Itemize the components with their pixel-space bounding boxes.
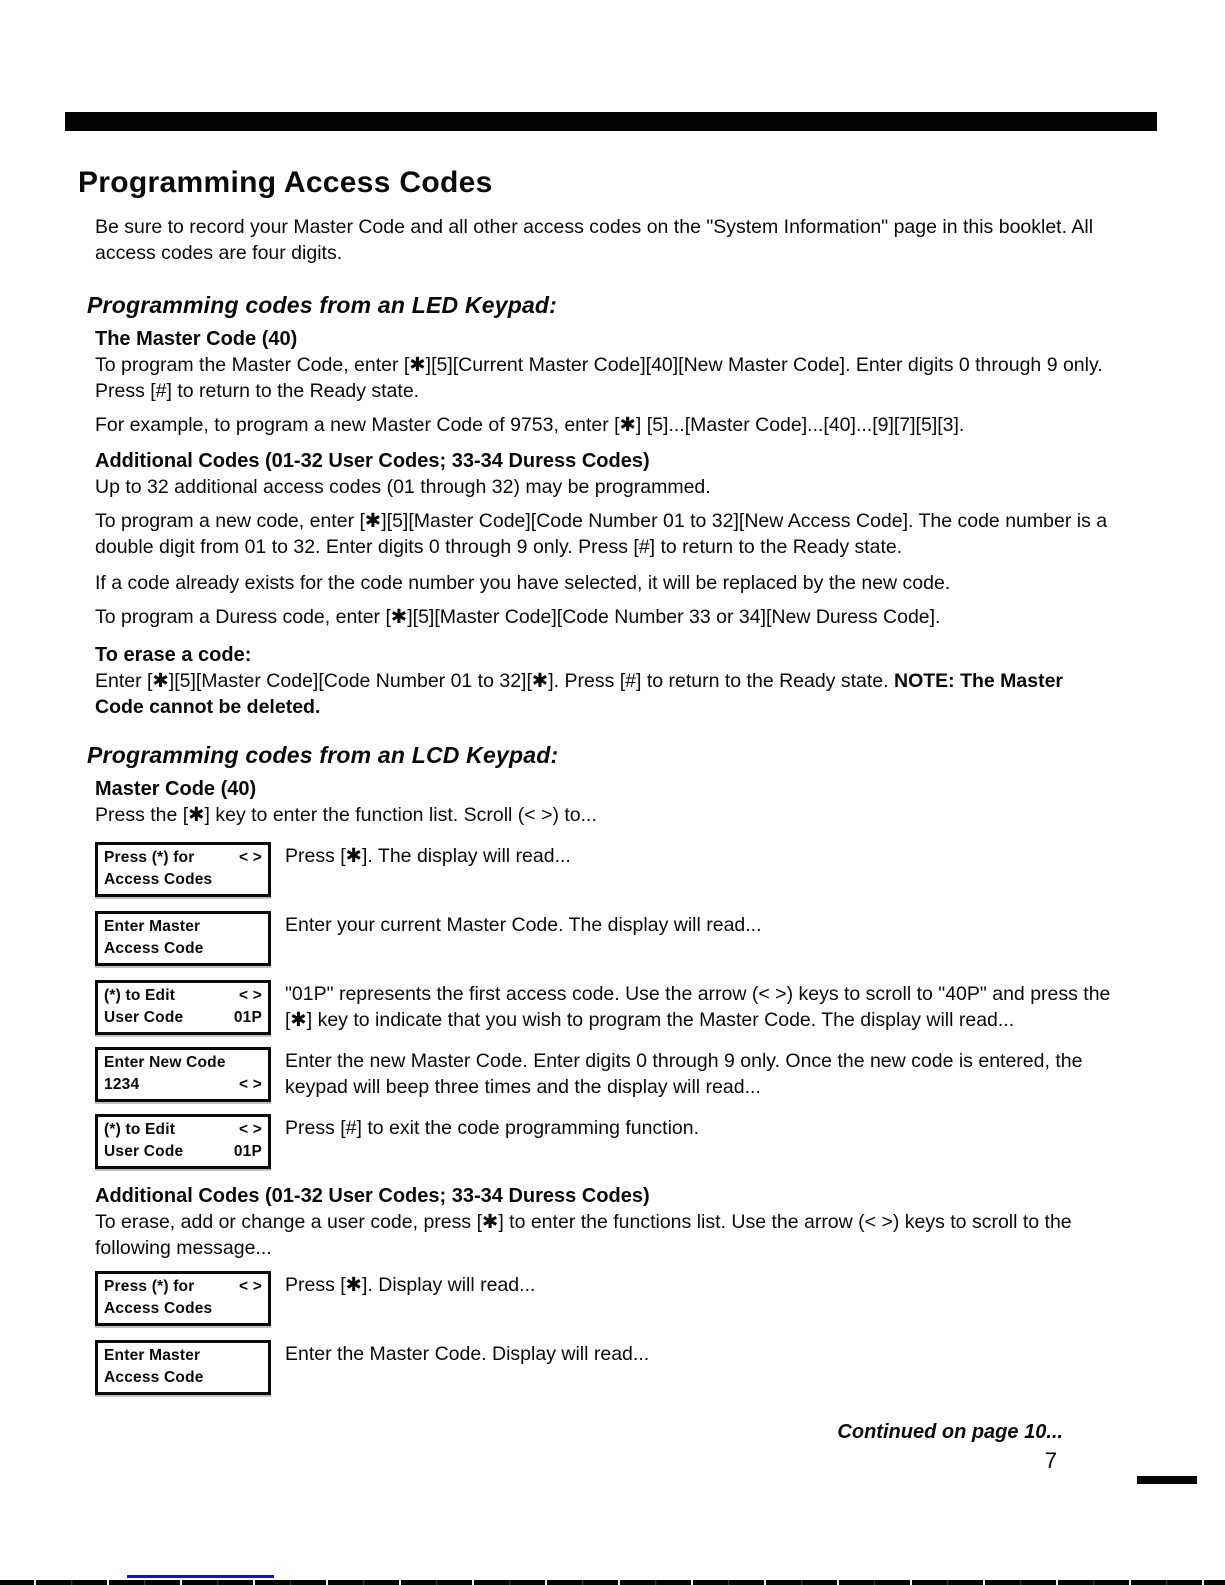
- lcd-master-code-heading: Master Code (40): [95, 778, 257, 800]
- lcd-display: [95, 1047, 271, 1102]
- lcd-step-row: [95, 1047, 1135, 1102]
- lcd-display: [95, 1271, 271, 1326]
- led-paragraph: For example, to program a new Master Code of 9753, enter [✱] [5]...[Master Code]...[40]...[9][7][5][3].: [95, 414, 965, 436]
- continued-note: Continued on page 10...: [837, 1421, 1063, 1443]
- lcd-text: Press (*) for: [104, 1278, 195, 1295]
- erase-code-text: Enter [✱][5][Master Code][Code Number 01 to 32][✱]. Press [#] to return to the Ready state.: [95, 670, 894, 692]
- lcd-text: Enter Master: [104, 1347, 201, 1364]
- scroll-arrows-icon: < >: [238, 1076, 262, 1093]
- page-number: 7: [1044, 1448, 1057, 1473]
- step-caption: Enter the new Master Code. Enter digits 0 through 9 only. Once the new code is entered, the keypad will beep three times and the display will read...: [285, 1050, 1083, 1098]
- lcd-text: (*) to Edit: [104, 1121, 176, 1138]
- erase-code-heading: To erase a code:: [95, 644, 252, 666]
- bottom-edge-line: [0, 1580, 1225, 1585]
- lcd-step-row: [95, 1340, 1135, 1395]
- scroll-arrows-icon: < >: [238, 1121, 262, 1138]
- led-paragraph: If a code already exists for the code number you have selected, it will be replaced by the new code.: [95, 572, 951, 594]
- lcd-step-row: [95, 911, 1135, 966]
- lcd-step-row: [95, 1114, 1135, 1169]
- lcd-text: Enter Master: [104, 918, 201, 935]
- lcd-additional-codes-heading: Additional Codes (01-32 User Codes; 33-34 Duress Codes): [95, 1185, 650, 1207]
- lcd-display: [95, 911, 271, 966]
- scroll-arrows-icon: < >: [238, 987, 262, 1004]
- bottom-blue-line: [127, 1575, 274, 1578]
- lcd-display: [95, 1340, 271, 1395]
- lcd-step-row: [95, 1271, 1135, 1326]
- lcd-display: [95, 1114, 271, 1169]
- led-section-heading: Programming codes from an LED Keypad:: [87, 292, 558, 318]
- lcd-paragraph: Press the [✱] key to enter the function list. Scroll (< >) to...: [95, 804, 597, 826]
- lcd-text: Access Code: [104, 940, 204, 957]
- lcd-step-row: [95, 842, 1135, 897]
- lcd-text: 01P: [233, 1143, 262, 1160]
- led-paragraph: [95, 668, 1117, 720]
- led-additional-codes-heading: Additional Codes (01-32 User Codes; 33-34 Duress Codes): [95, 450, 650, 472]
- lcd-paragraph: To erase, add or change a user code, press [✱] to enter the functions list. Use the arrow (< >) keys to scroll to the following message...: [95, 1211, 1072, 1259]
- scroll-arrows-icon: < >: [238, 1278, 262, 1295]
- lcd-section-heading: Programming codes from an LCD Keypad:: [87, 742, 559, 768]
- led-paragraph: To program the Master Code, enter [✱][5][Current Master Code][40][New Master Code]. Enter digits 0 through 9 only. Press [#] to return to the Ready state.: [95, 354, 1103, 402]
- lcd-text: Enter New Code: [104, 1054, 226, 1071]
- page-title: Programming Access Codes: [78, 166, 493, 199]
- step-caption: Press [✱]. The display will read...: [285, 845, 571, 867]
- lcd-text: User Code: [104, 1143, 184, 1160]
- lcd-text: Access Code: [104, 1369, 204, 1386]
- lcd-text: (*) to Edit: [104, 987, 176, 1004]
- lcd-text: Press (*) for: [104, 849, 195, 866]
- scroll-arrows-icon: < >: [238, 849, 262, 866]
- led-master-code-heading: The Master Code (40): [95, 328, 298, 350]
- lcd-display: [95, 842, 271, 897]
- led-paragraph: To program a new code, enter [✱][5][Master Code][Code Number 01 to 32][New Access Code]. The code number is a double digit from 01 to 32. Enter digits 0 through 9 only. Press [#] to return to the Ready state.: [95, 510, 1108, 558]
- lcd-text: User Code: [104, 1009, 184, 1026]
- step-caption: Press [✱]. Display will read...: [285, 1274, 536, 1296]
- step-caption: Press [#] to exit the code programming function.: [285, 1117, 700, 1139]
- page-number-rule: [1137, 1476, 1197, 1484]
- lcd-text: 1234: [104, 1076, 140, 1093]
- lcd-display: [95, 980, 271, 1035]
- lcd-text: Access Codes: [104, 1300, 213, 1317]
- erase-code-note: NOTE: The Master Code cannot be deleted.: [95, 670, 1064, 718]
- step-caption: Enter your current Master Code. The display will read...: [285, 914, 762, 936]
- led-paragraph: Up to 32 additional access codes (01 through 32) may be programmed.: [95, 476, 711, 498]
- lcd-step-row: [95, 980, 1135, 1035]
- step-caption: "01P" represents the first access code. Use the arrow (< >) keys to scroll to "40P" and press the [✱] key to indicate that you wish to program the Master Code. The display will read...: [285, 983, 1111, 1031]
- led-paragraph: To program a Duress code, enter [✱][5][Master Code][Code Number 33 or 34][New Duress Code].: [95, 606, 941, 628]
- intro-paragraph: Be sure to record your Master Code and all other access codes on the "System Information" page in this booklet. All access codes are four digits.: [95, 216, 1094, 264]
- step-caption: Enter the Master Code. Display will read...: [285, 1343, 650, 1365]
- lcd-text: Access Codes: [104, 871, 213, 888]
- lcd-text: 01P: [233, 1009, 262, 1026]
